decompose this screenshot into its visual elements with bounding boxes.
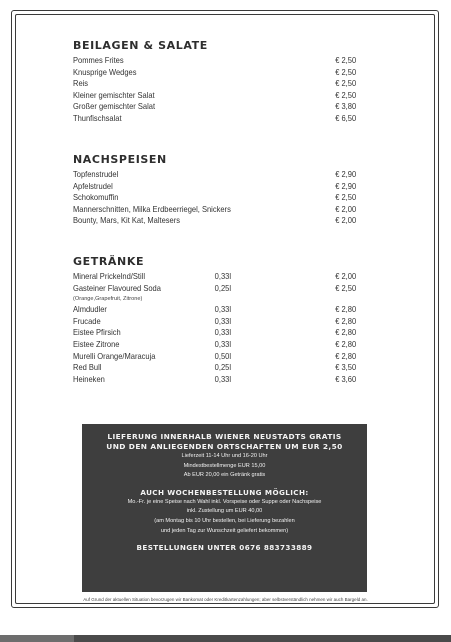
- item-name: Reis: [73, 79, 89, 89]
- menu-item: [73, 169, 358, 181]
- menu-item: [73, 113, 358, 125]
- item-price: € 2,50: [335, 283, 357, 293]
- delivery-headline-2: UND DEN ANLIEGENDEN ORTSCHAFTEN UM EUR 2,50: [106, 442, 343, 451]
- item-price: € 2,50: [335, 193, 357, 203]
- item-note: (Orange,Grapefruit, Zitrone): [73, 296, 143, 303]
- item-price: € 2,00: [335, 216, 357, 226]
- item-name: Knusprige Wedges: [73, 67, 137, 77]
- weekly-order-line-1: Mo.-Fr. je eine Speise nach Wahl inkl. Vorspeise oder Suppe oder Nachspeise: [127, 498, 322, 505]
- payment-note: Auf Grund der aktuellen Situation bevorzugen wir Bankomat oder Kreditkartenzahlungen; aber selbstverständlich nehmen wir auch Bargeld an.: [83, 597, 368, 602]
- menu-item: [73, 101, 358, 113]
- item-name: Bounty, Mars, Kit Kat, Maltesers: [73, 216, 181, 226]
- item-price: € 2,00: [335, 272, 357, 281]
- item-price: € 2,80: [335, 305, 357, 315]
- menu-item: [73, 192, 358, 204]
- item-name: Mannerschnitten, Milka Erdbeerriegel, Snickers: [73, 204, 231, 214]
- item-size: 0,33l: [214, 305, 232, 315]
- free-drink-note: Ab EUR 20,00 ein Getränk gratis: [183, 472, 266, 479]
- item-name: Eistee Pfirsich: [73, 328, 121, 338]
- item-price: € 2,50: [335, 67, 357, 77]
- item-size: 0,25l: [214, 283, 232, 293]
- section-title: BEILAGEN & SALATE: [73, 39, 208, 52]
- section-title: NACHSPEISEN: [73, 153, 167, 166]
- item-name: Red Bull: [73, 363, 102, 373]
- item-price: € 2,80: [335, 351, 357, 361]
- item-price: € 3,50: [335, 363, 357, 373]
- item-name: Kleiner gemischter Salat: [73, 90, 155, 100]
- menu-item: [73, 362, 358, 374]
- item-price: € 2,90: [335, 181, 357, 191]
- menu-item: [73, 67, 358, 79]
- item-name: Schokomuffin: [73, 193, 119, 203]
- menu-item: [73, 351, 358, 363]
- menu-item: [73, 339, 358, 351]
- delivery-hours: Lieferzeit 11-14 Uhr und 16-20 Uhr: [181, 453, 268, 459]
- order-phone: BESTELLUNGEN UNTER 0676 883733889: [136, 543, 313, 553]
- item-size: 0,33l: [214, 339, 232, 349]
- item-price: € 2,50: [335, 79, 357, 89]
- menu-item: [73, 316, 358, 328]
- item-size: 0,33l: [214, 316, 232, 326]
- delivery-info-box: [82, 424, 367, 592]
- section-beilagen: [73, 38, 383, 125]
- item-price: € 2,80: [335, 339, 357, 349]
- item-name: Thunfischsalat: [73, 113, 122, 123]
- item-price: € 3,60: [335, 374, 357, 384]
- menu-item: [73, 374, 358, 386]
- menu-item: [73, 204, 358, 216]
- item-size: 0,25l: [214, 363, 232, 373]
- item-price: € 2,50: [335, 90, 357, 100]
- weekly-order-line-3: (am Montag bis 10 Uhr bestellen, bei Lieferung bezahlen: [154, 517, 295, 524]
- item-size: 0,33l: [214, 374, 232, 384]
- item-price: € 6,50: [335, 113, 357, 123]
- item-name: Apfelstrudel: [73, 181, 113, 191]
- item-name: Pommes Frites: [73, 56, 124, 65]
- item-name: Gasteiner Flavoured Soda: [73, 283, 161, 293]
- delivery-headline-1: LIEFERUNG INNERHALB WIENER NEUSTADTS GRATIS: [107, 432, 342, 441]
- weekly-order-headline: AUCH WOCHENBESTELLUNG MÖGLICH:: [140, 487, 309, 497]
- item-name: Almdudler: [73, 305, 107, 315]
- menu-item: [73, 271, 358, 283]
- item-size: 0,33l: [214, 328, 232, 338]
- menu-item: [73, 283, 358, 295]
- item-price: € 2,50: [335, 56, 357, 65]
- item-price: € 2,80: [335, 328, 357, 338]
- bottom-bar-segment: [0, 635, 74, 642]
- item-name: Großer gemischter Salat: [73, 102, 156, 112]
- item-price: € 2,90: [335, 170, 357, 179]
- menu-item: [73, 78, 358, 90]
- menu-item: [73, 215, 358, 227]
- item-name: Eistee Zitrone: [73, 339, 120, 349]
- section-nachspeisen: [73, 152, 383, 227]
- item-price: € 2,00: [335, 204, 357, 214]
- weekly-order-line-4: und jeden Tag zur Wunschzeit geliefert bekommen): [160, 527, 289, 534]
- item-price: € 3,80: [335, 102, 357, 112]
- item-name: Topfenstrudel: [73, 170, 119, 179]
- item-name: Murelli Orange/Maracuja: [73, 351, 156, 361]
- item-name: Heineken: [73, 374, 105, 384]
- menu-item: [73, 90, 358, 102]
- item-name: Frucade: [73, 316, 101, 326]
- item-price: € 2,80: [335, 316, 357, 326]
- section-title: GETRÄNKE: [73, 255, 145, 268]
- menu-item: [73, 327, 358, 339]
- item-name: Mineral Prickelnd/Still: [73, 272, 146, 281]
- menu-item: [73, 304, 358, 316]
- menu-item: [73, 181, 358, 193]
- item-size: 0,50l: [214, 351, 232, 361]
- item-size: 0,33l: [214, 272, 232, 281]
- minimum-order: Mindestbestellmenge EUR 15,00: [183, 462, 266, 469]
- weekly-order-line-2: inkl. Zustellung um EUR 40,00: [186, 508, 263, 515]
- section-getraenke: [73, 254, 383, 385]
- menu-item: [73, 55, 358, 67]
